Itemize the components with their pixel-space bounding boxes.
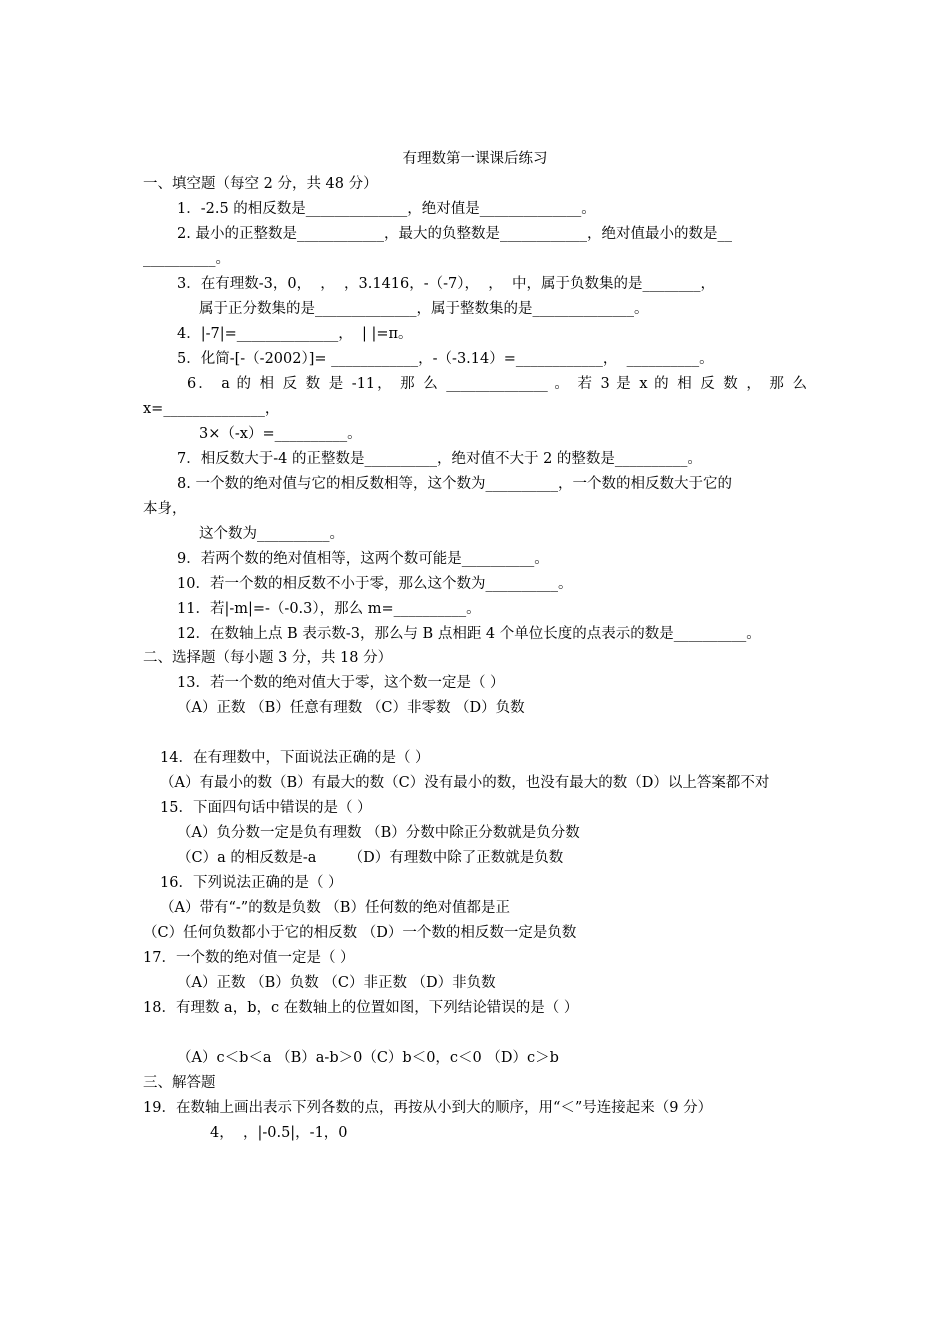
question-2: 2. 最小的正整数是____________，最大的负整数是____________，绝对值最小的数是__ [177,226,732,242]
question-7: 7．相反数大于-4 的正整数是__________，绝对值不大于 2 的整数是__________。 [177,451,702,467]
question-2-continued: __________。 [143,251,230,267]
question-1: 1．-2.5 的相反数是______________，绝对值是______________。 [177,201,596,217]
question-12: 12．在数轴上点 B 表示数-3，那么与 B 点相距 4 个单位长度的点表示的数是__________。 [177,626,761,642]
question-13: 13．若一个数的绝对值大于零，这个数一定是（ ） [177,675,505,691]
question-16: 16．下列说法正确的是（ ） [160,875,343,891]
question-14: 14．在有理数中，下面说法正确的是（ ） [160,750,430,766]
question-6: 6． a 的 相 反 数 是 -11， 那 么 ______________ 。 若 3 是 x 的 相 反 数 ， 那 么 [187,376,807,392]
question-4: 4．|-7|=______________， | |=π。 [177,326,413,342]
question-19-numbers: 4， ，|-0.5|，-1，0 [210,1125,348,1141]
section-heading-fill-blank: 一、填空题（每空 2 分，共 48 分） [143,176,378,192]
question-6-part-2: 3×（-x）=__________。 [199,426,362,442]
question-5: 5．化简-[-（-2002）]= ____________，-（-3.14）=____________， __________。 [177,351,714,367]
question-8-part-2: 这个数为__________。 [199,526,344,542]
question-18-options: （A）c＜b＜a （B）a-b＞0（C）b＜0，c＜0 （D）c＞b [177,1050,559,1066]
page-title: 有理数第一课课后练习 [402,151,548,167]
section-heading-multiple-choice: 二、选择题（每小题 3 分，共 18 分） [143,650,393,666]
question-8: 8. 一个数的绝对值与它的相反数相等，这个数为__________，一个数的相反数大于它的 [177,476,732,492]
question-9: 9．若两个数的绝对值相等，这两个数可能是__________。 [177,551,549,567]
question-16-options-a-b: （A）带有“-”的数是负数 （B）任何数的绝对值都是正 [160,900,510,916]
question-14-options: （A）有最小的数（B）有最大的数（C）没有最小的数，也没有最大的数（D）以上答案都不对 [160,775,770,791]
question-17: 17．一个数的绝对值一定是（ ） [143,950,355,966]
question-8-continued: 本身， [143,501,187,517]
question-3: 3．在有理数-3，0， ， ，3.1416，-（-7）， ， 中，属于负数集的是________， [177,276,715,292]
question-15-options-c-d: （C）a 的相反数是-a （D）有理数中除了正数就是负数 [177,850,564,866]
question-16-options-c-d: （C）任何负数都小于它的相反数 （D）一个数的相反数一定是负数 [143,925,577,941]
question-15-options-a-b: （A）负分数一定是负有理数 （B）分数中除正分数就是负分数 [177,825,580,841]
question-18: 18．有理数 a，b，c 在数轴上的位置如图，下列结论错误的是（ ） [143,1000,579,1016]
question-10: 10．若一个数的相反数不小于零，那么这个数为__________。 [177,576,573,592]
question-19: 19．在数轴上画出表示下列各数的点，再按从小到大的顺序，用“＜”号连接起来（9 分） [143,1100,713,1116]
question-11: 11．若|-m|=-（-0.3），那么 m=__________。 [177,601,481,617]
question-17-options: （A）正数 （B）负数 （C）非正数 （D）非负数 [177,975,496,991]
question-13-options: （A）正数 （B）任意有理数 （C）非零数 （D）负数 [177,700,525,716]
question-15: 15．下面四句话中错误的是（ ） [160,800,372,816]
section-heading-answer: 三、解答题 [143,1075,216,1091]
question-6-continued: x=______________， [143,401,280,417]
question-3-continued: 属于正分数集的是______________，属于整数集的是______________。 [199,301,649,317]
